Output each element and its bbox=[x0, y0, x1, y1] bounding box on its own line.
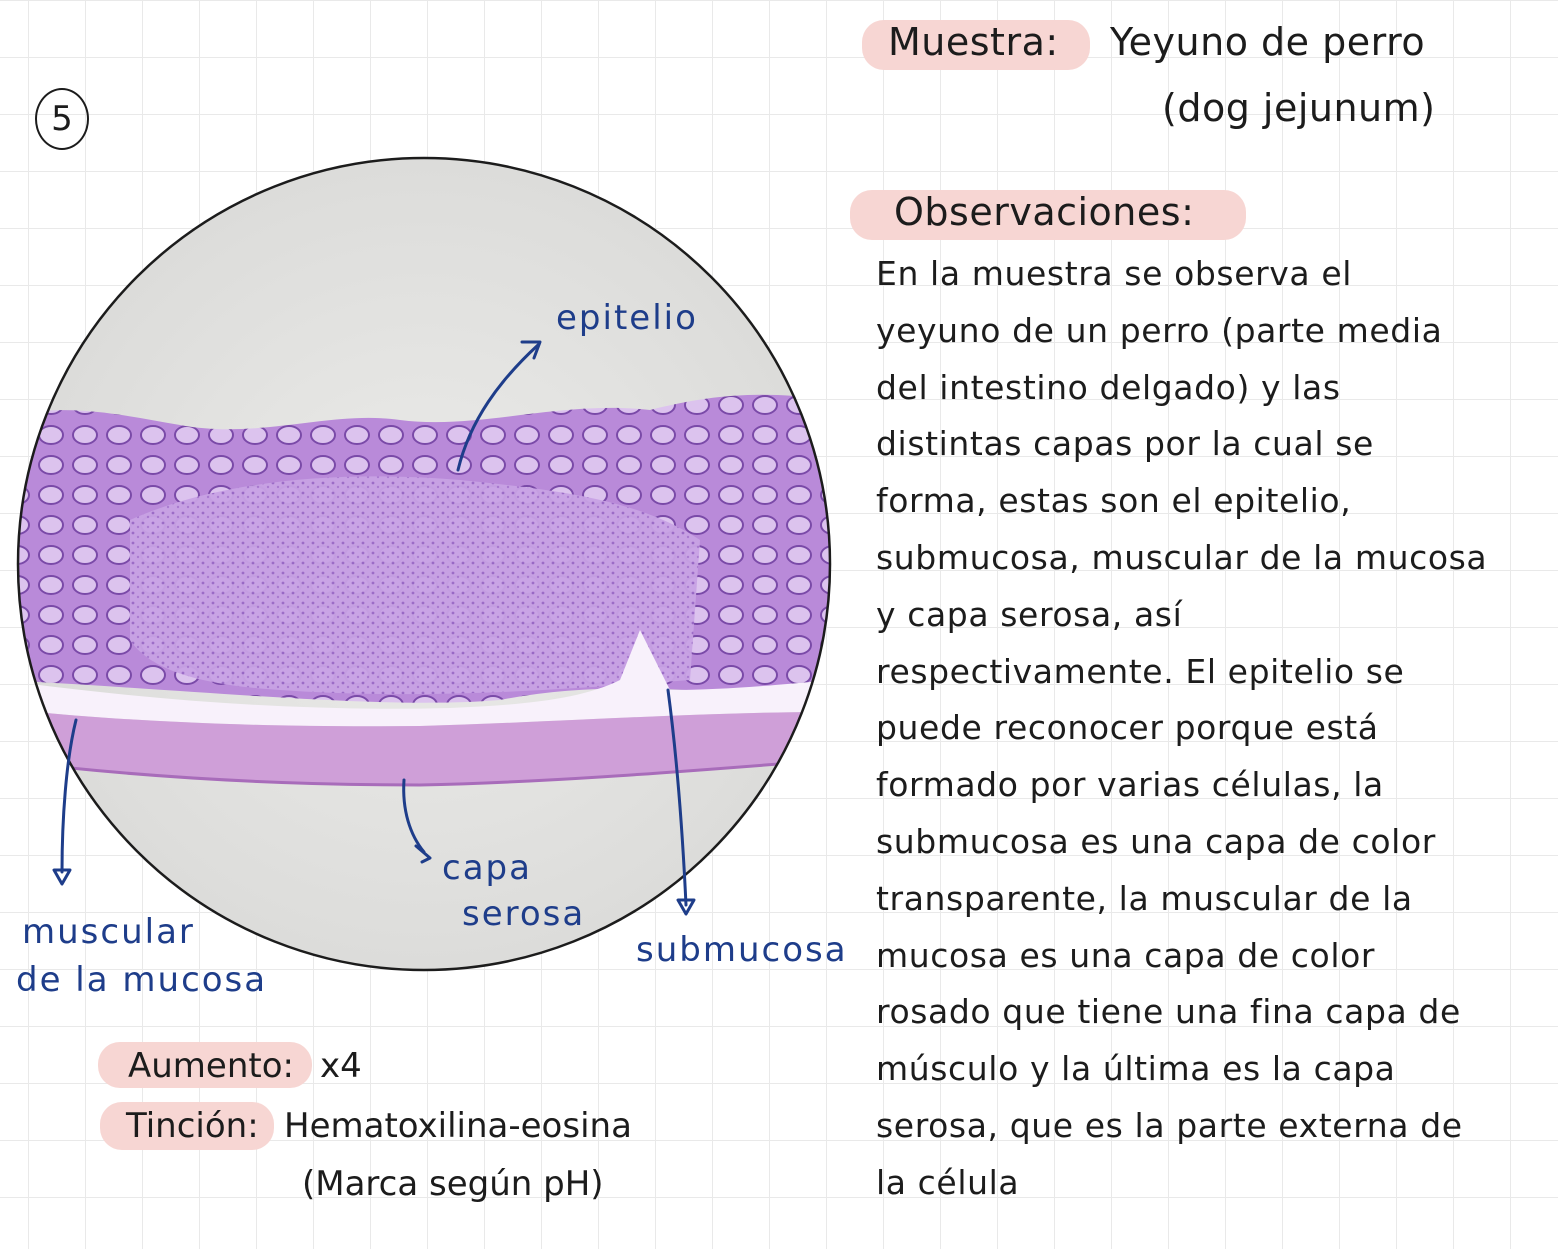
label-submucosa: submucosa bbox=[636, 930, 848, 970]
lamina-propria bbox=[130, 476, 700, 694]
sample-label: Muestra: bbox=[888, 20, 1059, 64]
sample-value-line2: (dog jejunum) bbox=[1162, 86, 1436, 130]
magnification-value: x4 bbox=[320, 1046, 362, 1086]
label-muscular-line2: de la mucosa bbox=[16, 960, 268, 1000]
label-muscular-line1: muscular bbox=[22, 912, 195, 952]
stain-value-line2: (Marca según pH) bbox=[302, 1164, 604, 1204]
label-capa: capa bbox=[442, 848, 532, 888]
label-epitelio: epitelio bbox=[556, 298, 698, 338]
stain-label: Tinción: bbox=[126, 1106, 259, 1146]
observations-text: En la muestra se observa el yeyuno de un perro (parte media del intestino delgado) y las distintas capas por la cual se forma, estas son el epitelio, submucosa, muscular de la mucosa y capa serosa, así respectivamente. El epitelio se puede reconocer porque está formado por varias células, la submucosa es una capa de color transparente, la muscular de la mucosa es una capa de color rosado que tiene una fina capa de músculo y la última es la capa serosa, que es la parte externa de la célula bbox=[876, 254, 1488, 1202]
magnification-label: Aumento: bbox=[128, 1046, 294, 1086]
stain-value-line1: Hematoxilina-eosina bbox=[284, 1106, 632, 1146]
sample-value-line1: Yeyuno de perro bbox=[1110, 20, 1426, 64]
observations-label: Observaciones: bbox=[894, 190, 1195, 234]
microscope-field-illustration bbox=[0, 0, 860, 1010]
label-serosa: serosa bbox=[462, 894, 586, 934]
page-number-badge: 5 bbox=[35, 88, 89, 150]
